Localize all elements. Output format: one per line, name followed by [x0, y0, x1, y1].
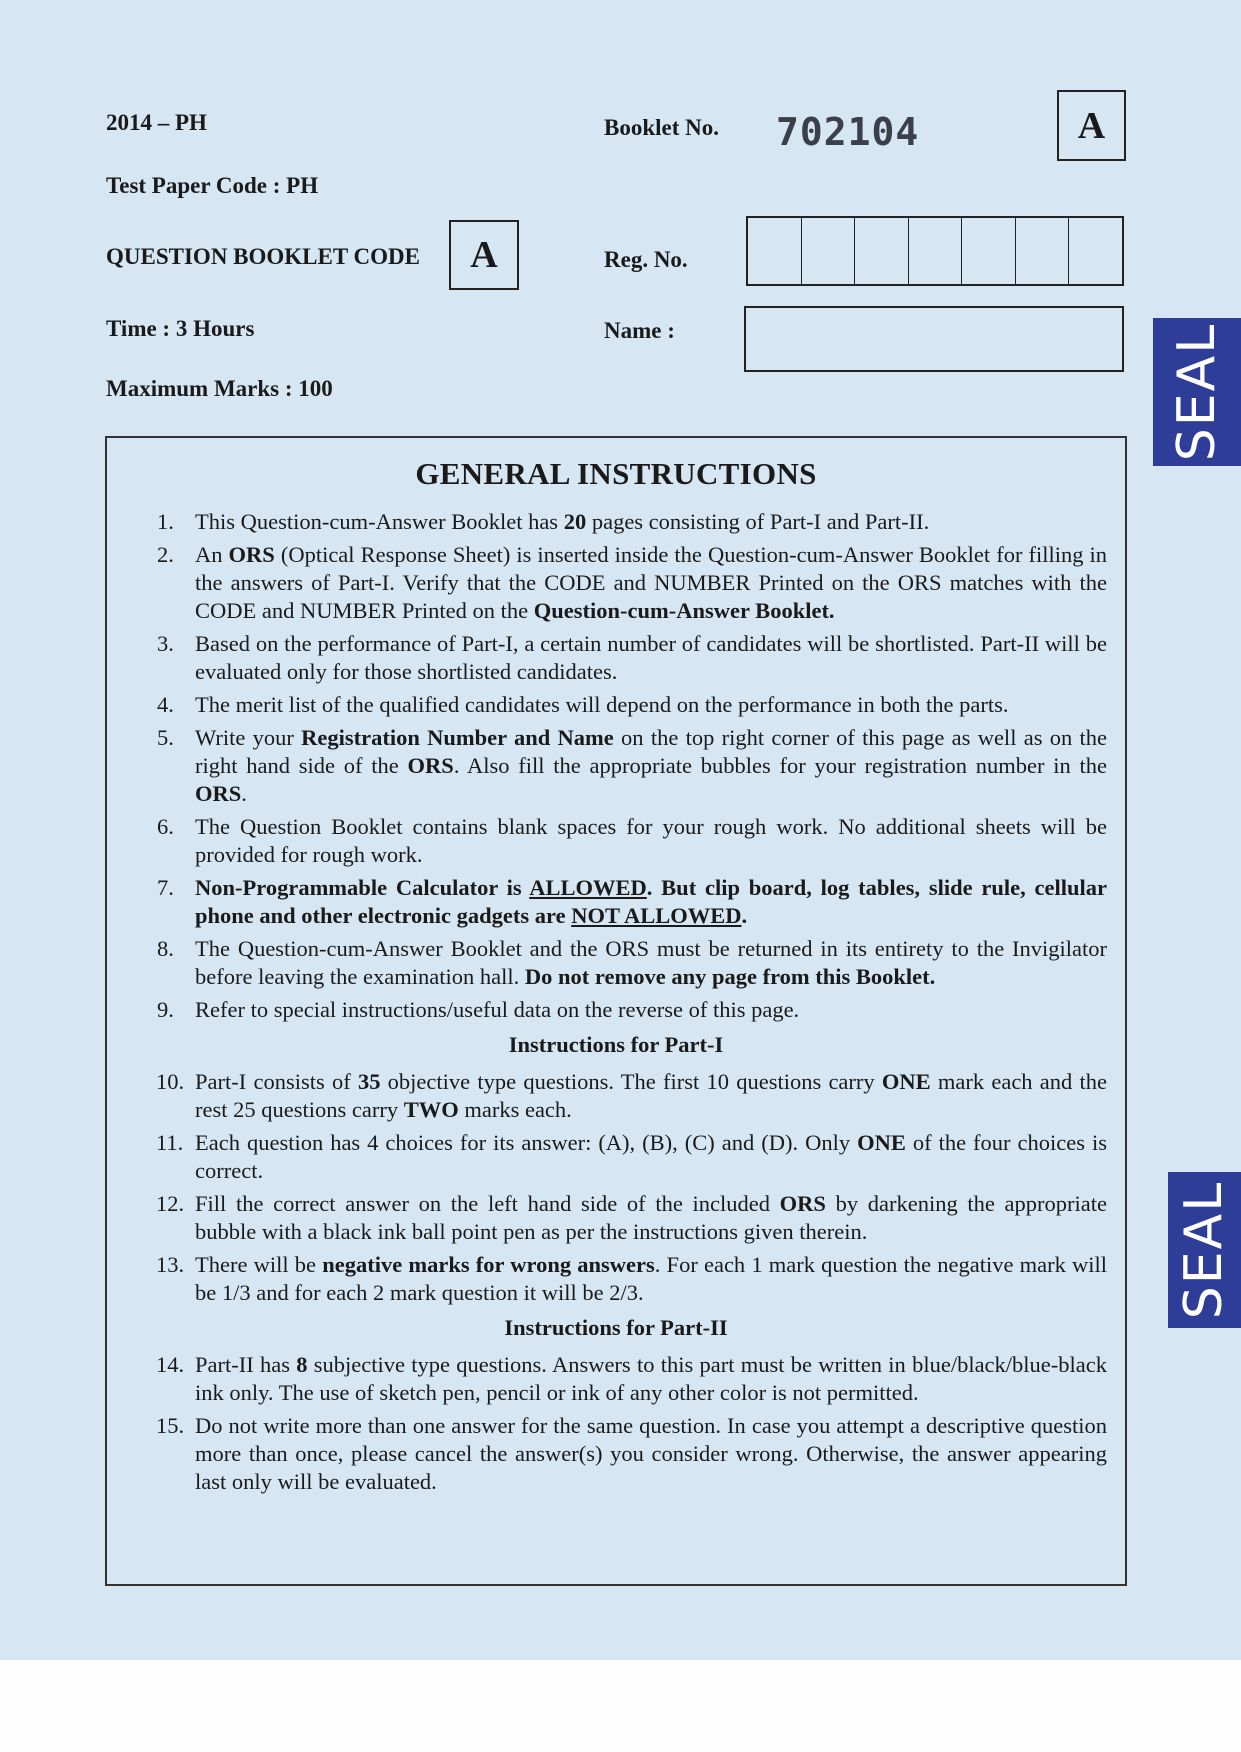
booklet-no-label: Booklet No. [604, 115, 719, 140]
instruction-number: 4. [157, 692, 174, 717]
year-code: 2014 – PH [106, 110, 207, 135]
instruction-text: Write your [195, 725, 302, 750]
reg-no-cell[interactable] [1016, 218, 1070, 284]
instruction-item [107, 874, 1107, 930]
instruction-text: by darkening the appropriate bubble with a black ink ball point pen as per the instructions given therein. [195, 1191, 1107, 1244]
instruction-text: 35 [357, 1069, 381, 1094]
instruction-number: 14. [156, 1352, 185, 1377]
instruction-text: negative marks for wrong answers [322, 1252, 655, 1277]
instruction-text: ONE [857, 1130, 906, 1155]
instructions-list-part1 [107, 1068, 1125, 1307]
instruction-text: ORS [779, 1191, 826, 1216]
instruction-item [107, 996, 1107, 1024]
instruction-text: pages consisting of Part-I and Part-II. [586, 509, 930, 534]
question-booklet-code: A [470, 234, 498, 276]
instruction-text: TWO [403, 1097, 459, 1122]
instruction-text: Registration Number and Name [301, 725, 614, 750]
instruction-text: 20 [563, 509, 587, 534]
instruction-text: ONE [881, 1069, 931, 1094]
instruction-number: 13. [156, 1252, 185, 1277]
instruction-text: Refer to special instructions/useful data on the reverse of this page. [195, 997, 800, 1022]
instruction-item [107, 1412, 1107, 1496]
instruction-item [107, 1068, 1107, 1124]
instruction-item [107, 508, 1107, 536]
general-instructions-box [105, 436, 1127, 1586]
instruction-text: This Question-cum-Answer Booklet has [195, 509, 564, 534]
instruction-text: The Question-cum-Answer Booklet and the ORS must be returned in its entirety to the Invigilator before leaving the examination hall. [195, 936, 1107, 989]
instruction-text: The Question Booklet contains blank spaces for your rough work. No additional sheets will be provided for rough work. [195, 814, 1107, 867]
instruction-item [107, 813, 1107, 869]
instruction-text: Each question has 4 choices for its answer: (A), (B), (C) and (D). Only [195, 1130, 858, 1155]
instruction-text: marks each. [458, 1097, 572, 1122]
time-label: Time : 3 Hours [106, 316, 255, 341]
seal-tab-bottom [1168, 1172, 1241, 1328]
instruction-text: on the top right corner of this page as well as on the right hand side of the [195, 725, 1107, 778]
instruction-number: 15. [156, 1413, 185, 1438]
booklet-number: 702104 [776, 110, 920, 154]
instruction-number: 3. [157, 631, 174, 656]
instruction-number: 11. [156, 1130, 184, 1155]
instruction-item [107, 724, 1107, 808]
question-booklet-code-box [449, 220, 519, 290]
reg-no-cell[interactable] [909, 218, 963, 284]
instruction-number: 9. [157, 997, 174, 1022]
instructions-list-part2 [107, 1351, 1125, 1496]
instruction-text: . [241, 781, 247, 806]
instruction-number: 8. [157, 936, 174, 961]
reg-no-boxes[interactable] [746, 216, 1124, 286]
instruction-item [107, 1251, 1107, 1307]
instruction-text: Non-Programmable Calculator is [195, 875, 530, 900]
reg-no-label: Reg. No. [604, 247, 688, 272]
instruction-text: . But clip board, log tables, slide rule, cellular phone and other electronic gadgets are [195, 875, 1107, 928]
instruction-item [107, 1351, 1107, 1407]
seal-label: SEAL [1167, 322, 1227, 462]
part2-heading: Instructions for Part-II [504, 1315, 728, 1340]
test-paper-code: Test Paper Code : PH [106, 173, 319, 198]
name-field[interactable] [744, 306, 1124, 372]
instruction-number: 10. [156, 1069, 185, 1094]
instruction-item [107, 1129, 1107, 1185]
instruction-text: . [741, 903, 748, 928]
booklet-letter-box [1057, 90, 1126, 161]
instruction-number: 1. [157, 509, 174, 534]
instruction-text: Do not write more than one answer for the same question. In case you attempt a descriptive question more than once, please cancel the answer(s) you consider wrong. Otherwise, the answer appearing last only will be evaluated. [195, 1413, 1107, 1494]
instruction-text: objective type questions. The first 10 questions carry [380, 1069, 882, 1094]
maximum-marks: Maximum Marks : 100 [106, 376, 333, 401]
instruction-text: . For each 1 mark question the negative mark will be 1/3 and for each 2 mark question it will be 2/3. [195, 1252, 1108, 1305]
instructions-list-general [107, 508, 1125, 1024]
instruction-text: Part-II has [195, 1352, 297, 1377]
instruction-number: 7. [157, 875, 174, 900]
instruction-text: ORS [195, 781, 242, 806]
name-label: Name : [604, 318, 675, 343]
seal-tab-top [1153, 318, 1241, 466]
instruction-item [107, 541, 1107, 625]
seal-label: SEAL [1174, 1180, 1235, 1320]
page-margin-bottom [0, 1660, 1241, 1752]
instruction-text: . Also fill the appropriate bubbles for your registration number in the [453, 753, 1107, 778]
instruction-text: mark each and the rest 25 questions carry [195, 1069, 1108, 1122]
instruction-text: An [195, 542, 229, 567]
instruction-text: ALLOWED [529, 875, 647, 900]
instruction-number: 2. [157, 542, 174, 567]
instruction-item [107, 1190, 1107, 1246]
instruction-item [107, 691, 1107, 719]
reg-no-cell[interactable] [962, 218, 1016, 284]
instruction-text: ORS [407, 753, 454, 778]
instruction-text: Based on the performance of Part-I, a certain number of candidates will be shortlisted. Part-II will be evaluated only for those shortlisted candidates. [195, 631, 1107, 684]
reg-no-cell[interactable] [802, 218, 856, 284]
instruction-number: 5. [157, 725, 174, 750]
reg-no-cell[interactable] [855, 218, 909, 284]
instruction-text: (Optical Response Sheet) is inserted inside the Question-cum-Answer Booklet for filling in the answers of Part-I. Verify that the CODE and NUMBER Printed on the ORS matches with the CODE and NUMBER Printed on the [195, 542, 1107, 623]
question-booklet-code-label: QUESTION BOOKLET CODE [106, 244, 420, 269]
instruction-item [107, 630, 1107, 686]
instruction-text: Fill the correct answer on the left hand side of the included [195, 1191, 780, 1216]
instruction-number: 6. [157, 814, 174, 839]
instruction-text: Do not remove any page from this Booklet. [524, 964, 936, 989]
booklet-letter: A [1077, 104, 1106, 147]
instruction-text: The merit list of the qualified candidates will depend on the performance in both the parts. [195, 692, 1009, 717]
instruction-text: There will be [195, 1252, 323, 1277]
instruction-text: NOT ALLOWED [571, 903, 742, 928]
instruction-text: subjective type questions. Answers to this part must be written in blue/black/blue-black ink only. The use of sketch pen, pencil or ink of any other color is not permitted. [195, 1352, 1108, 1405]
instruction-text: of the four choices is correct. [195, 1130, 1107, 1183]
instructions-title: GENERAL INSTRUCTIONS [415, 456, 817, 491]
instruction-text: Question-cum-Answer Booklet. [533, 598, 835, 623]
part1-heading: Instructions for Part-I [508, 1032, 724, 1057]
instruction-text: ORS [228, 542, 275, 567]
instruction-item [107, 935, 1107, 991]
instruction-text: Part-I consists of [195, 1069, 358, 1094]
instruction-text: 8 [296, 1352, 308, 1377]
reg-no-cell[interactable] [748, 218, 802, 284]
instruction-number: 12. [156, 1191, 185, 1216]
reg-no-cell[interactable] [1069, 218, 1122, 284]
